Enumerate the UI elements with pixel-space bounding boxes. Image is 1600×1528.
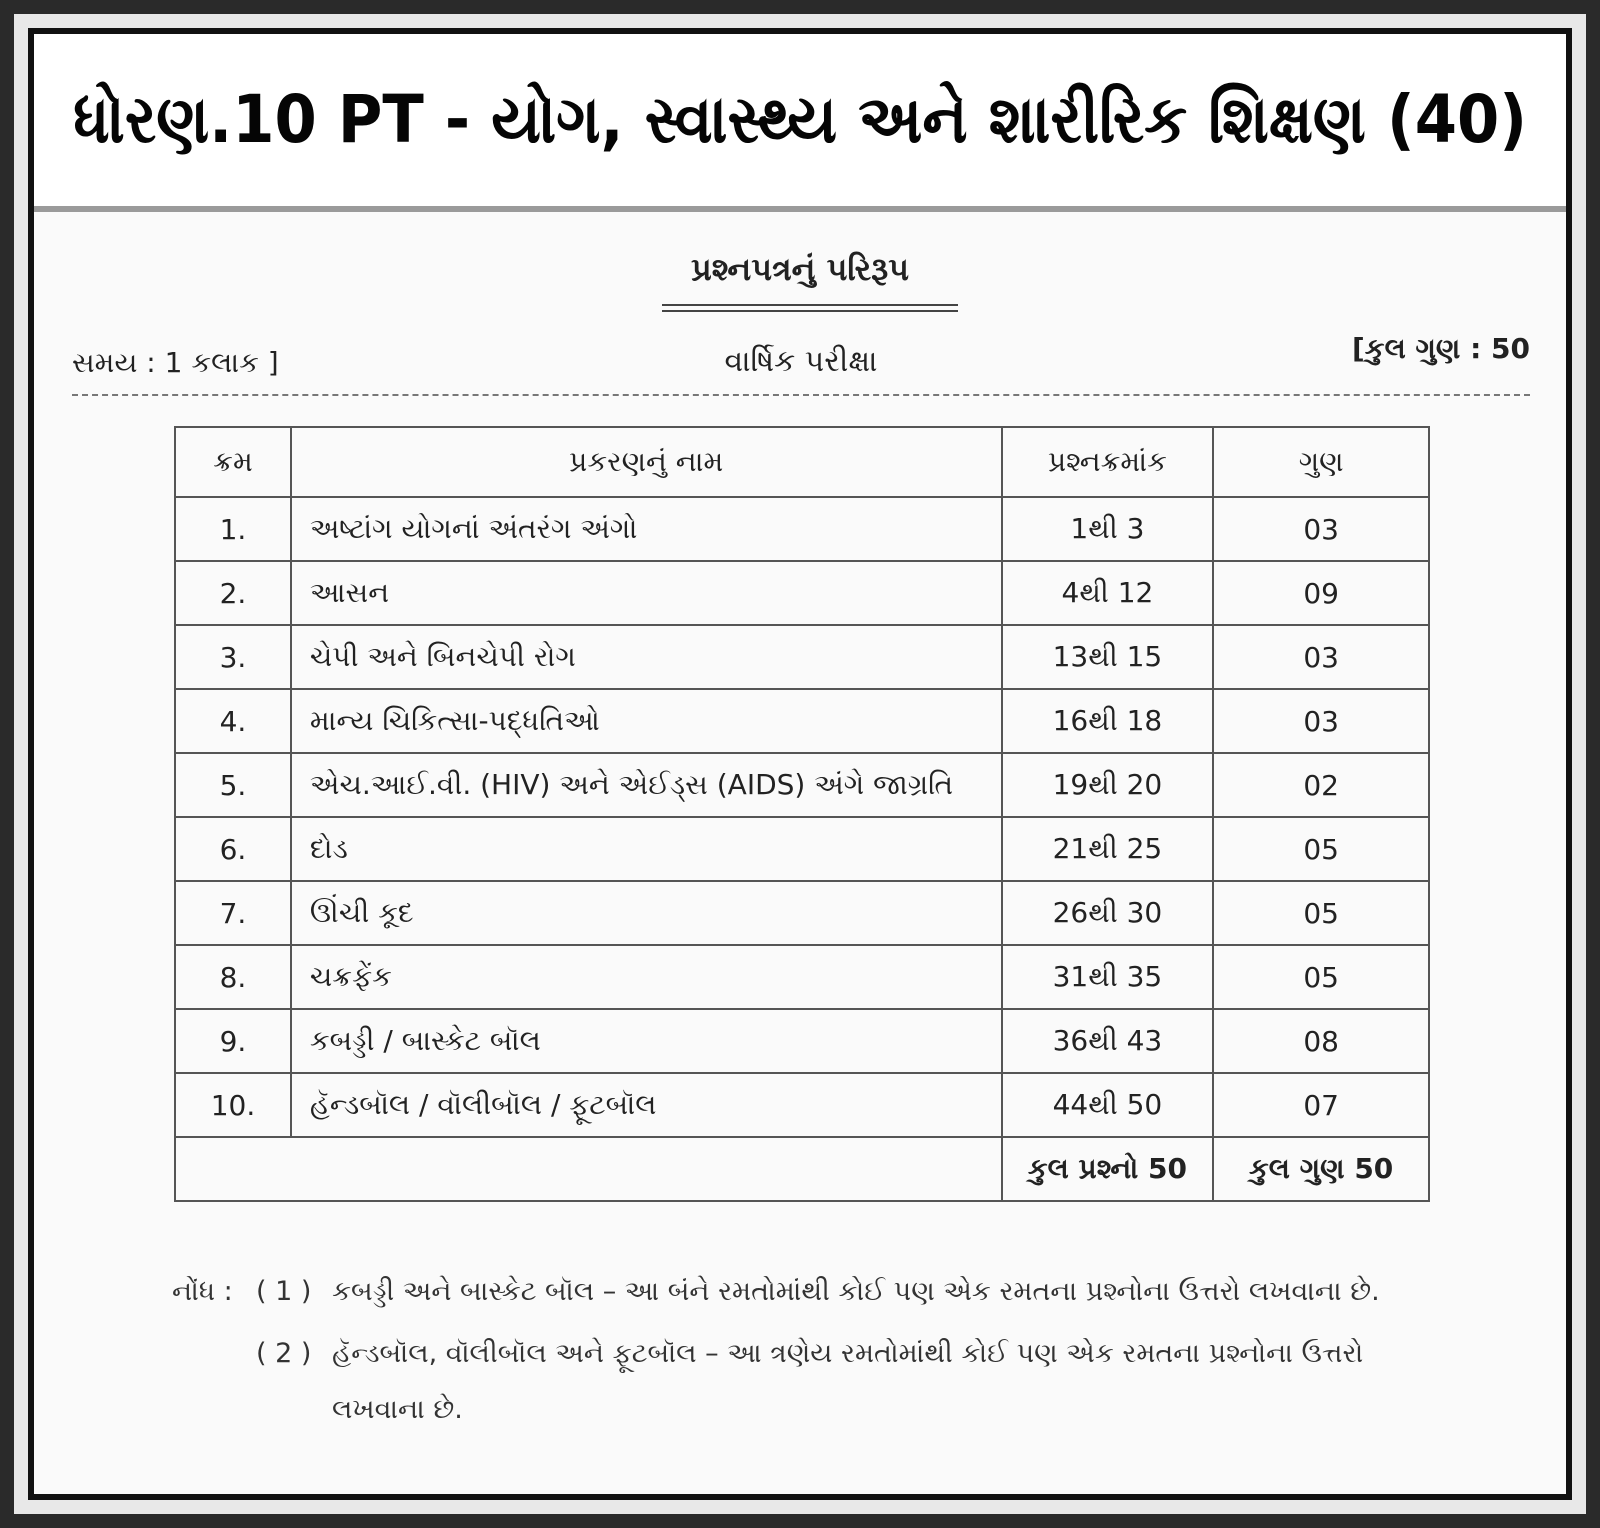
subtitle-underline: [662, 304, 958, 312]
note-item: [172, 1264, 1426, 1320]
dashed-divider: [72, 394, 1530, 396]
exam-name: વાર્ષિક પરીક્ષા: [724, 344, 878, 379]
table-total-row: [175, 1137, 1429, 1201]
total-questions: કુલ પ્રશ્નો 50: [1002, 1137, 1214, 1201]
blueprint-table: [174, 426, 1430, 1202]
table-row: [175, 881, 1429, 945]
row-question-numbers: 16થી 18: [1002, 689, 1214, 753]
document-panel: [28, 28, 1572, 1500]
table-row: [175, 625, 1429, 689]
row-chapter-name: અષ્ટાંગ યોગનાં અંતરંગ અંગો: [291, 497, 1002, 561]
row-no: 10.: [175, 1073, 291, 1137]
row-question-numbers: 44થી 50: [1002, 1073, 1214, 1137]
row-question-numbers: 1થી 3: [1002, 497, 1214, 561]
table-header-row: [175, 427, 1429, 497]
row-no: 1.: [175, 497, 291, 561]
note-number: ( 1 ): [256, 1276, 312, 1307]
header-marks: ગુણ: [1213, 427, 1429, 497]
header-question-numbers: પ્રશ્નક્રમાંક: [1002, 427, 1214, 497]
row-question-numbers: 21થી 25: [1002, 817, 1214, 881]
paper-subtitle: પ્રશ્નપત્રનું પરિરૂપ: [691, 250, 909, 288]
row-marks: 07: [1213, 1073, 1429, 1137]
row-no: 8.: [175, 945, 291, 1009]
row-marks: 05: [1213, 945, 1429, 1009]
row-chapter-name: ચક્રફેંક: [291, 945, 1002, 1009]
table-row: [175, 945, 1429, 1009]
row-marks: 03: [1213, 497, 1429, 561]
row-no: 4.: [175, 689, 291, 753]
row-question-numbers: 31થી 35: [1002, 945, 1214, 1009]
row-no: 5.: [175, 753, 291, 817]
row-question-numbers: 26થી 30: [1002, 881, 1214, 945]
note-text: હૅન્ડબૉલ, વૉલીબૉલ અને ફૂટબૉલ – આ ત્રણેય રમતોમાંથી કોઈ પણ એક રમતના પ્રશ્નોના ઉત્તરો લખવાના છે.: [332, 1338, 1364, 1425]
row-chapter-name: ઊંચી કૂદ: [291, 881, 1002, 945]
exam-total-marks: [કુલ ગુણ : 50: [1352, 332, 1530, 365]
row-marks: 03: [1213, 625, 1429, 689]
row-question-numbers: 19થી 20: [1002, 753, 1214, 817]
row-chapter-name: હૅન્ડબૉલ / વૉલીબૉલ / ફૂટબૉલ: [291, 1073, 1002, 1137]
table-row: [175, 561, 1429, 625]
row-marks: 08: [1213, 1009, 1429, 1073]
exam-paper: [34, 212, 1566, 1494]
row-question-numbers: 13થી 15: [1002, 625, 1214, 689]
row-marks: 02: [1213, 753, 1429, 817]
row-no: 2.: [175, 561, 291, 625]
row-chapter-name: એચ.આઈ.વી. (HIV) અને એઈડ્સ (AIDS) અંગે જાગ્રતિ: [291, 753, 1002, 817]
title-banner: [34, 34, 1566, 212]
row-question-numbers: 36થી 43: [1002, 1009, 1214, 1073]
row-marks: 05: [1213, 881, 1429, 945]
total-marks: કુલ ગુણ 50: [1213, 1137, 1429, 1201]
table-row: [175, 497, 1429, 561]
row-chapter-name: આસન: [291, 561, 1002, 625]
table-row: [175, 689, 1429, 753]
note-item: [172, 1326, 1426, 1438]
exam-time: સમય : 1 કલાક ]: [72, 346, 279, 379]
row-no: 9.: [175, 1009, 291, 1073]
note-text: કબડ્ડી અને બાસ્કેટ બૉલ – આ બંને રમતોમાંથી કોઈ પણ એક રમતના પ્રશ્નોના ઉત્તરો લખવાના છે.: [332, 1276, 1380, 1307]
header-chapter-name: પ્રકરણનું નામ: [291, 427, 1002, 497]
row-question-numbers: 4થી 12: [1002, 561, 1214, 625]
row-chapter-name: કબડ્ડી / બાસ્કેટ બૉલ: [291, 1009, 1002, 1073]
row-marks: 03: [1213, 689, 1429, 753]
row-chapter-name: માન્ય ચિકિત્સા-પદ્ધતિઓ: [291, 689, 1002, 753]
exam-meta: [72, 332, 1530, 384]
table-row: [175, 1009, 1429, 1073]
table-row: [175, 817, 1429, 881]
note-number: ( 2 ): [256, 1338, 312, 1369]
total-row-blank: [175, 1137, 1002, 1201]
row-marks: 09: [1213, 561, 1429, 625]
row-chapter-name: ચેપી અને બિનચેપી રોગ: [291, 625, 1002, 689]
header-no: ક્રમ: [175, 427, 291, 497]
table-row: [175, 1073, 1429, 1137]
banner-title: ધોરણ.10 PT - યોગ, સ્વાસ્થ્ય અને શારીરિક શિક્ષણ (40): [73, 80, 1527, 158]
row-chapter-name: દોડ: [291, 817, 1002, 881]
row-no: 7.: [175, 881, 291, 945]
notes-label: નોંધ :: [172, 1276, 233, 1307]
notes-section: [172, 1264, 1426, 1438]
row-marks: 05: [1213, 817, 1429, 881]
row-no: 3.: [175, 625, 291, 689]
row-no: 6.: [175, 817, 291, 881]
table-row: [175, 753, 1429, 817]
